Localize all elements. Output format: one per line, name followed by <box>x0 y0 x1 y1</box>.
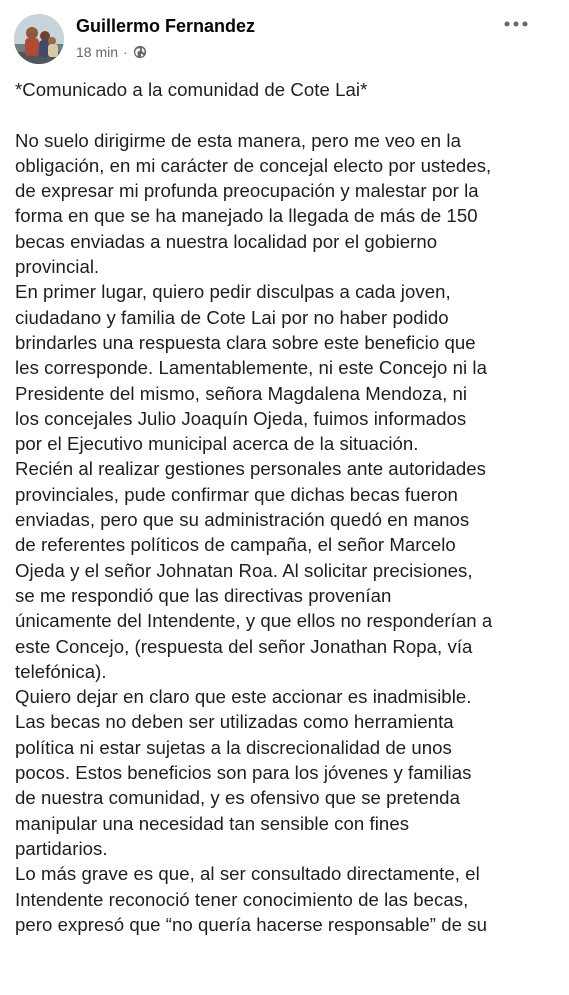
profile-photo <box>14 14 64 64</box>
post-text-line: No suelo dirigirme de esta manera, pero me veo en la <box>15 129 461 151</box>
post-text-line: En primer lugar, quiero pedir disculpas a cada joven, <box>15 281 451 303</box>
post-text-line: este Concejo, (respuesta del señor Jonathan Ropa, vía <box>15 635 473 657</box>
post-text-line: Ojeda y el señor Johnatan Roa. Al solicitar precisiones, <box>15 559 473 581</box>
post-meta <box>76 43 147 61</box>
post-text-line: Quiero dejar en claro que este accionar es inadmisible. <box>15 686 472 708</box>
post-text <box>15 128 565 938</box>
post-text-line: forma en que se ha manejado la llegada de más de 150 <box>15 205 478 227</box>
post-text-line: telefónica). <box>15 660 107 682</box>
post-text-line: pero expresó que “no quería hacerse responsable” de su <box>15 913 487 935</box>
post-text-line: manipular una necesidad tan sensible con fines <box>15 812 410 834</box>
post-text-line: política ni estar sujetas a la discrecionalidad de unos <box>15 736 452 758</box>
post-header <box>0 0 569 72</box>
post-text-line: ciudadano y familia de Cote Lai por no haber podido <box>15 306 449 328</box>
post-text-line: pocos. Estos beneficios son para los jóvenes y familias <box>15 762 472 784</box>
post-body <box>15 77 565 995</box>
author-name[interactable]: Guillermo Fernandez <box>76 16 256 36</box>
post-text-line: por el Ejecutivo municipal acerca de la situación. <box>15 433 419 455</box>
more-options-icon[interactable] <box>496 10 536 38</box>
avatar[interactable] <box>14 14 64 64</box>
post-text-line: brindarles una respuesta clara sobre este beneficio que <box>15 331 476 353</box>
post-text-line: provincial. <box>15 256 100 278</box>
meta-separator: · <box>123 44 128 60</box>
post-text-line: Las becas no deben ser utilizadas como herramienta <box>15 711 454 733</box>
post-text-line: de referentes políticos de campaña, el señor Marcelo <box>15 534 456 556</box>
globe-icon[interactable] <box>133 45 147 59</box>
post-time[interactable]: 18 min <box>76 44 119 60</box>
post-text-line: Presidente del mismo, señora Magdalena Mendoza, ni <box>15 382 468 404</box>
post-text-line: de nuestra comunidad, y es ofensivo que se pretenda <box>15 787 460 809</box>
post-text-line: de expresar mi profunda preocupación y malestar por la <box>15 180 479 202</box>
post-text-line: obligación, en mi carácter de concejal electo por ustedes, <box>15 154 492 176</box>
post-text-line: enviadas, pero que su administración quedó en manos <box>15 509 470 531</box>
post-text-line: partidarios. <box>15 837 108 859</box>
post-title-line: *Comunicado a la comunidad de Cote Lai* <box>15 79 368 100</box>
post-text-line: únicamente del Intendente, y que ellos no responderían a <box>15 610 493 632</box>
post-text-line: provinciales, pude confirmar que dichas becas fueron <box>15 483 458 505</box>
post-text-line: los concejales Julio Joaquín Ojeda, fuimos informados <box>15 407 467 429</box>
post-text-line: becas enviadas a nuestra localidad por el gobierno <box>15 230 438 252</box>
post-text-line: les corresponde. Lamentablemente, ni este Concejo ni la <box>15 357 488 379</box>
post-text-line: Lo más grave es que, al ser consultado directamente, el <box>15 863 480 885</box>
post-text-line: Intendente reconoció tener conocimiento de las becas, <box>15 888 469 910</box>
post-text-line: Recién al realizar gestiones personales ante autoridades <box>15 458 487 480</box>
paragraph-spacer <box>15 102 565 127</box>
post-text-line: se me respondió que las directivas provenían <box>15 584 392 606</box>
